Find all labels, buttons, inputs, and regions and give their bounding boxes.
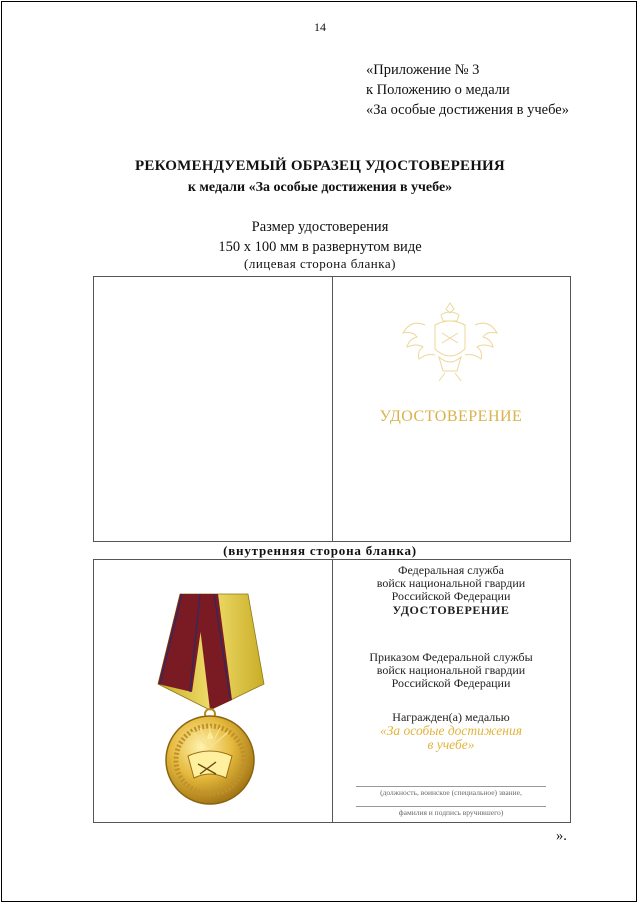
cover-title: УДОСТОВЕРЕНИЕ <box>379 408 523 425</box>
certificate-label: УДОСТОВЕРЕНИЕ <box>392 603 510 617</box>
size-value: 150 х 100 мм в развернутом виде <box>218 239 422 255</box>
appendix-word: о <box>454 82 462 98</box>
document-subtitle: к медали «За особые достижения в учебе» <box>187 180 453 195</box>
appendix-word: медали <box>465 82 510 98</box>
medal-name-line: в учебе» <box>427 737 475 752</box>
order-line: Российской Федерации <box>391 676 511 690</box>
appendix-word: Положению <box>376 82 451 98</box>
inner-side-caption: (внутренняя сторона бланка) <box>223 543 417 558</box>
document-title: РЕКОМЕНДУЕМЫЙ ОБРАЗЕЦ УДОСТОВЕРЕНИЯ <box>135 158 505 174</box>
appendix-line2 <box>366 80 578 100</box>
signature-caption: фамилия и подпись вручившего) <box>398 808 504 817</box>
size-label: Размер удостоверения <box>251 219 389 235</box>
service-line: войск национальной гвардии <box>376 576 526 590</box>
page-number: 14 <box>314 20 326 34</box>
order-line: войск национальной гвардии <box>376 663 526 677</box>
order-line: Приказом Федеральной службы <box>369 650 533 664</box>
signature-line <box>356 786 546 787</box>
awarded-label: Награжден(а) медалью <box>392 710 510 724</box>
appendix-line1: «Приложение № 3 <box>366 62 480 78</box>
medal-name-line: «За особые достижения <box>379 723 522 738</box>
appendix-word: к <box>366 82 374 98</box>
signature-line <box>356 806 546 807</box>
front-side-caption: (лицевая сторона бланка) <box>244 256 396 271</box>
medal-with-ribbon-icon <box>152 592 270 810</box>
signature-caption: (должность, воинское (специальное) звание, <box>380 788 522 797</box>
double-headed-eagle-emblem-icon <box>395 295 505 385</box>
service-line: Федеральная служба <box>398 563 504 577</box>
closing-quote: ». <box>556 828 567 844</box>
service-line: Российской Федерации <box>391 589 511 603</box>
appendix-line3: «За особые достижения в учебе» <box>366 102 569 118</box>
